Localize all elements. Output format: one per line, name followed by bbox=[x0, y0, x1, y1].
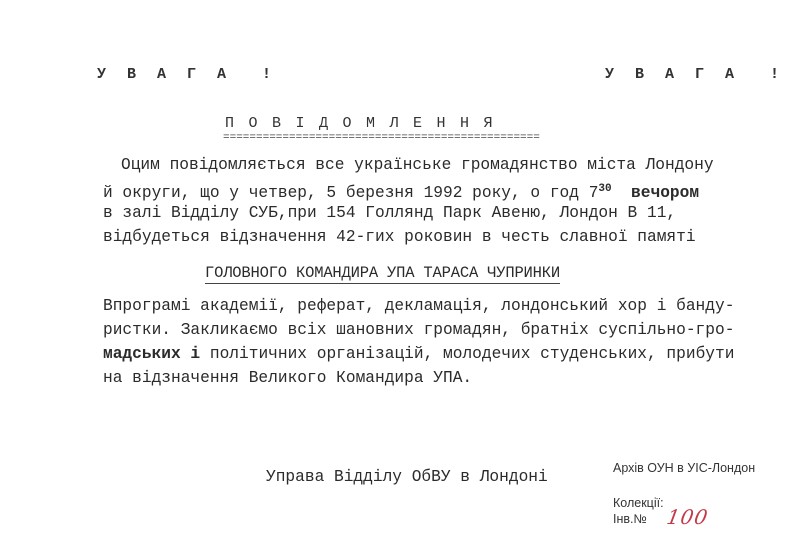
overstrike-top-text: мадських bbox=[103, 345, 181, 363]
archive-stamp-title: Архів ОУН в УІС-Лондон bbox=[613, 461, 756, 475]
inventory-number-handwritten: 100 bbox=[664, 505, 711, 529]
attention-right: У В А Г А ! bbox=[605, 66, 786, 83]
paragraph-2-line-2: ристки. Закликаємо всіх шановних громадян, братніх суспільно-гро- bbox=[103, 321, 735, 339]
inventory-label: Інв.№ bbox=[613, 512, 647, 526]
evening-text: вечором bbox=[611, 184, 700, 202]
organizations-text: політичних організацій, молодечих студенських, прибути bbox=[209, 345, 735, 363]
paragraph-2-line-4: на відзначення Великого Командира УПА. bbox=[103, 369, 473, 387]
date-time-text: й округи, що у четвер, 5 березня 1992 року, о год 7 bbox=[103, 184, 599, 202]
paragraph-1-line-4: відбудеться відзначення 42-гих роковин в честь славної памяті bbox=[103, 228, 696, 246]
conjunction-text: і bbox=[180, 345, 210, 363]
attention-left: У В А Г А ! bbox=[97, 66, 278, 83]
paragraph-2-line-1: Впрограмі академії, реферат, декламація, лондонський хор і банду- bbox=[103, 297, 735, 315]
document-title: ПОВІДОМЛЕННЯ bbox=[225, 115, 508, 132]
commander-heading: ГОЛОВНОГО КОМАНДИРА УПА ТАРАСА ЧУПРИНКИ bbox=[205, 264, 560, 282]
collection-label: Колекції: bbox=[613, 496, 664, 510]
title-double-underline: ================================================ bbox=[223, 132, 540, 144]
paragraph-1-line-1: Оцим повідомляється все українське громадянство міста Лондону bbox=[121, 156, 714, 174]
overstruck-word bbox=[103, 342, 181, 366]
time-minutes-superscript: 30 bbox=[598, 183, 612, 195]
paragraph-2-line-3 bbox=[103, 342, 734, 366]
signature: Управа Відділу ОбВУ в Лондоні bbox=[266, 468, 548, 486]
paragraph-1-line-3: в залі Відділу СУБ,при 154 Голлянд Парк Авеню, Лондон В 11, bbox=[103, 204, 677, 222]
